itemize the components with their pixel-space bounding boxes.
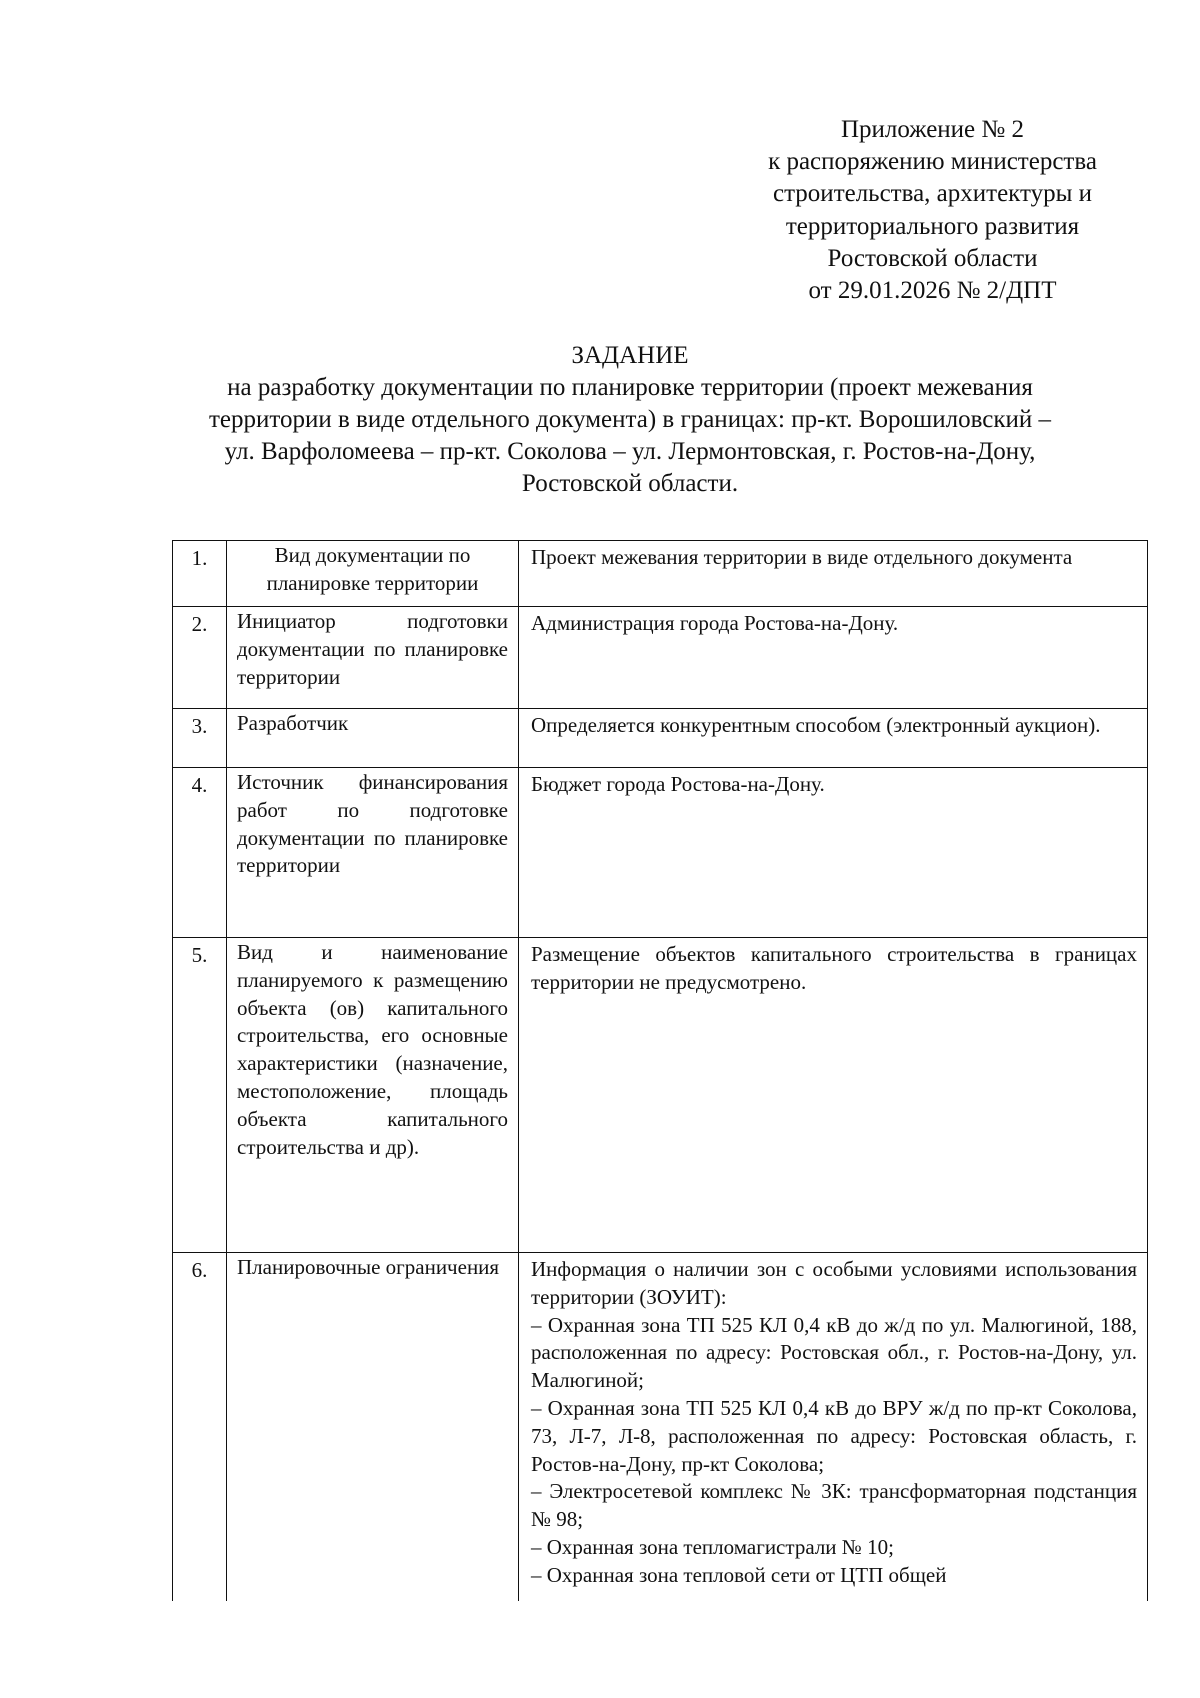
row-value: Проект межевания территории в виде отдельного документа bbox=[519, 541, 1148, 607]
zone-info-line: – Электросетевой комплекс № 3К: трансформаторная подстанция № 98; bbox=[531, 1479, 1137, 1532]
document-subtitle bbox=[130, 372, 1130, 500]
document-title: ЗАДАНИЕ bbox=[571, 342, 689, 369]
table-row bbox=[173, 1253, 1148, 1601]
zone-info-line: Информация о наличии зон с особыми условиями использования территории (ЗОУИТ): bbox=[531, 1257, 1137, 1309]
row-value bbox=[519, 1253, 1148, 1601]
row-number: 4. bbox=[173, 768, 227, 938]
table-row bbox=[173, 541, 1148, 607]
row-number: 6. bbox=[173, 1253, 227, 1601]
zone-info-line: – Охранная зона ТП 525 КЛ 0,4 кВ до ж/д по ул. Малюгиной, 188, расположенная по адресу: Ростовская обл., г. Ростов-на-Дону, ул. Малюгиной; bbox=[531, 1312, 1137, 1393]
appendix-line: от 29.01.2026 № 2/ДПТ bbox=[808, 277, 1057, 305]
table-row bbox=[173, 768, 1148, 938]
zone-info-line: – Охранная зона ТП 525 КЛ 0,4 кВ до ВРУ ж/д по пр-кт Соколова, 73, Л-7, Л-8, расположенная по адресу: Ростовская область, г. Ростов-на-Дону, пр-кт Соколова; bbox=[531, 1395, 1137, 1476]
appendix-line: строительства, архитектуры и bbox=[772, 180, 1093, 208]
row-number: 2. bbox=[173, 607, 227, 709]
row-parameter: Вид документации по планировке территории bbox=[227, 541, 519, 607]
subtitle-line: ул. Варфоломеева – пр-кт. Соколова – ул. Лермонтовская, г. Ростов-на-Дону, bbox=[224, 438, 1036, 465]
row-number: 3. bbox=[173, 709, 227, 768]
table-row bbox=[173, 938, 1148, 1253]
row-parameter: Вид и наименование планируемого к размещению объекта (ов) капитального строительства, его основные характеристики (назначение, местоположение, площадь объекта капитального строительства и др). bbox=[227, 938, 519, 1253]
row-value: Бюджет города Ростова-на-Дону. bbox=[519, 768, 1148, 938]
zone-info-line: – Охранная зона тепловой сети от ЦТП общей bbox=[531, 1562, 947, 1587]
row-value: Определяется конкурентным способом (электронный аукцион). bbox=[519, 709, 1148, 768]
row-parameter: Инициатор подготовки документации по планировке территории bbox=[227, 607, 519, 709]
row-parameter: Планировочные ограничения bbox=[227, 1253, 519, 1601]
subtitle-line: территории в виде отдельного документа) в границах: пр-кт. Ворошиловский – bbox=[209, 406, 1051, 433]
zone-info-line: – Охранная зона тепломагистрали № 10; bbox=[531, 1534, 894, 1559]
table-row bbox=[173, 607, 1148, 709]
subtitle-line: Ростовской области. bbox=[521, 470, 739, 497]
row-number: 5. bbox=[173, 938, 227, 1253]
appendix-line: Приложение № 2 bbox=[840, 116, 1025, 143]
appendix-line: территориального развития bbox=[785, 212, 1080, 240]
document-heading bbox=[130, 340, 1130, 500]
table-row bbox=[173, 709, 1148, 768]
appendix-block bbox=[720, 114, 1145, 307]
appendix-line: к распоряжению министерства bbox=[768, 148, 1097, 176]
row-number: 1. bbox=[173, 541, 227, 607]
task-table bbox=[172, 540, 1148, 1601]
row-parameter: Разработчик bbox=[227, 709, 519, 768]
row-value: Размещение объектов капитального строительства в границах территории не предусмотрено. bbox=[519, 938, 1148, 1253]
subtitle-line: на разработку документации по планировке территории (проект межевания bbox=[227, 374, 1033, 401]
appendix-line: Ростовской области bbox=[827, 244, 1038, 272]
row-parameter: Источник финансирования работ по подготовке документации по планировке территории bbox=[227, 768, 519, 938]
row-value: Администрация города Ростова-на-Дону. bbox=[519, 607, 1148, 709]
